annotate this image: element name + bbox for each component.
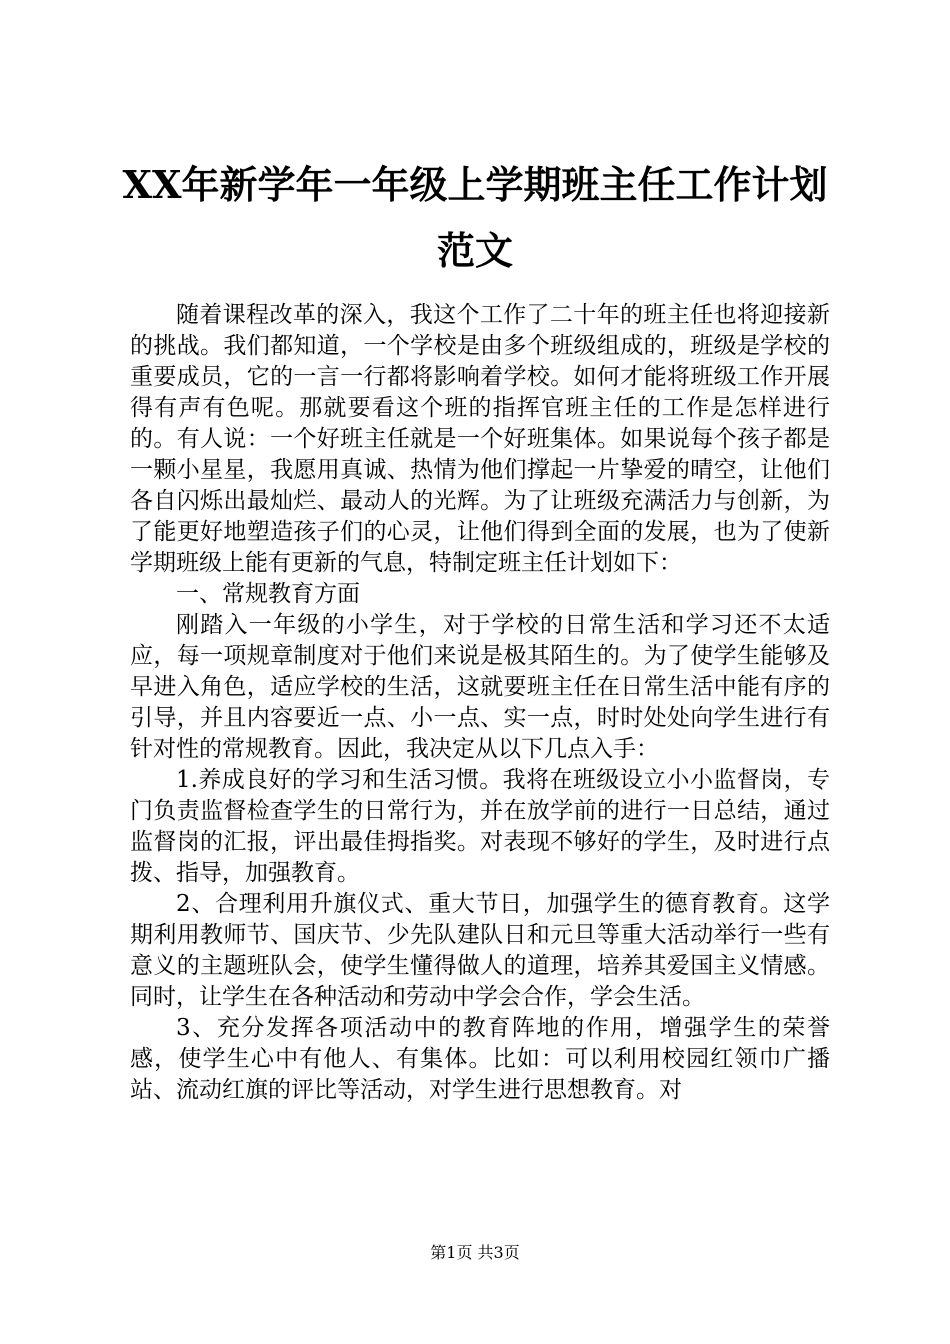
document-body [130, 300, 830, 1106]
document-title: XX年新学年一年级上学期班主任工作计划范文 [122, 162, 828, 273]
paragraph-item-1: 1.养成良好的学习和生活习惯。我将在班级设立小小监督岗，专门负责监督检查学生的日常行为，并在放学前的进行一日总结，通过监督岗的汇报，评出最佳拇指奖。对表现不够好的学生，及时进行点拨、指导，加强教育。 [130, 767, 830, 886]
paragraph-intro: 随着课程改革的深入，我这个工作了二十年的班主任也将迎接新的挑战。我们都知道，一个学校是由多个班级组成的，班级是学校的重要成员，它的一言一行都将影响着学校。如何才能将班级工作开展得有声有色呢。那就要看这个班的指挥官班主任的工作是怎样进行的。有人说：一个好班主任就是一个好班集体。如果说每个孩子都是一颗小星星，我愿用真诚、热情为他们撑起一片挚爱的晴空，让他们各自闪烁出最灿烂、最动人的光辉。为了让班级充满活力与创新，为了能更好地塑造孩子们的心灵，让他们得到全面的发展，也为了使新学期班级上能有更新的气息，特制定班主任计划如下： [130, 302, 830, 576]
paragraph-item-2: 2、合理利用升旗仪式、重大节日，加强学生的德育教育。这学期利用教师节、国庆节、少先队建队日和元旦等重大活动举行一些有意义的主题班队会，使学生懂得做人的道理，培养其爱国主义情感。同时，让学生在各种活动和劳动中学会合作，学会生活。 [130, 891, 830, 1010]
paragraph-routine-education: 刚踏入一年级的小学生，对于学校的日常生活和学习还不太适应，每一项规章制度对于他们来说是极其陌生的。为了使学生能够及早进入角色，适应学校的生活，这就要班主任在日常生活中能有序的引导，并且内容要近一点、小一点、实一点，时时处处向学生进行有针对性的常规教育。因此，我决定从以下几点入手： [130, 612, 830, 762]
page-footer: 第1页 共3页 [430, 1243, 520, 1262]
paragraph-item-3: 3、充分发挥各项活动中的教育阵地的作用，增强学生的荣誉感，使学生心中有他人、有集体。比如：可以利用校园红领巾广播站、流动红旗的评比等活动，对学生进行思想教育。对 [130, 1015, 830, 1103]
section-heading-routine-education: 一、常规教育方面 [176, 581, 360, 607]
